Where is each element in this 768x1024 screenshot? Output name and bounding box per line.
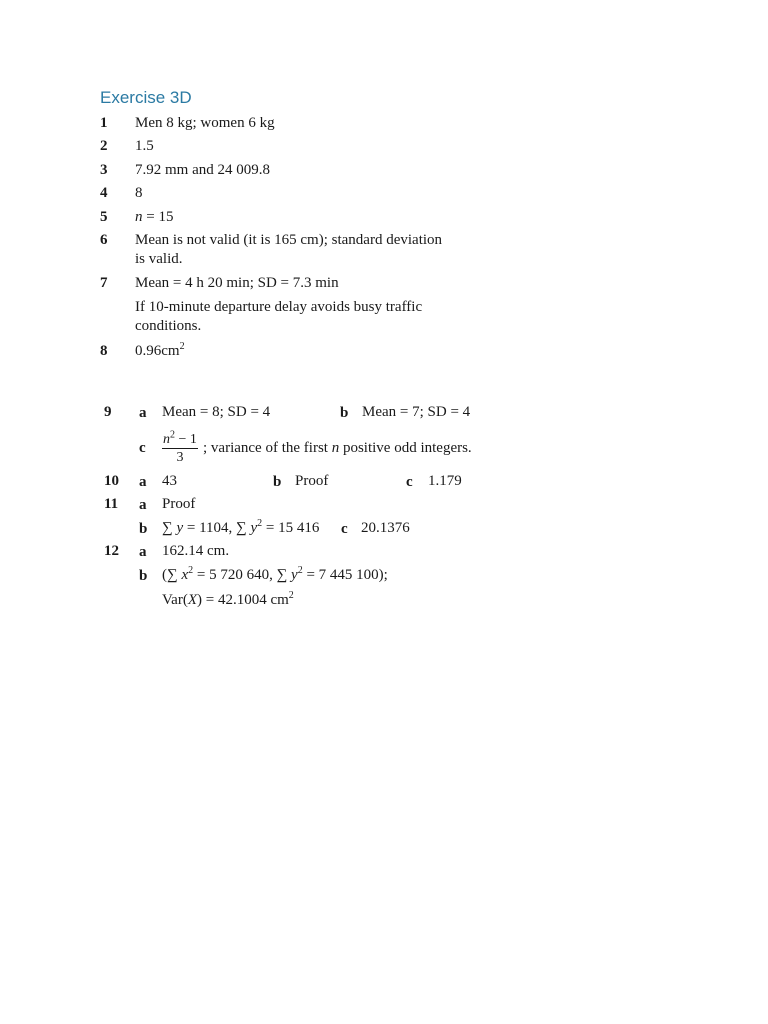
question-9b-label: b	[340, 405, 349, 421]
variable-y: y	[176, 520, 184, 536]
question-8-number: 8	[100, 343, 108, 359]
question-7-answer-line-2: If 10-minute departure delay avoids busy traffic	[135, 299, 423, 315]
question-10a-label: a	[139, 474, 147, 490]
question-9c-text-end: positive odd integers.	[339, 440, 472, 456]
variable-y: y	[250, 520, 258, 536]
question-1-answer: Men 8 kg; women 6 kg	[135, 115, 275, 131]
question-10-number: 10	[104, 473, 119, 489]
question-11-number: 11	[104, 496, 119, 512]
fraction-denominator: 3	[176, 450, 184, 465]
question-4-number: 4	[100, 185, 108, 201]
exponent: 2	[188, 565, 194, 576]
sum-sign: (∑	[162, 567, 182, 583]
question-5-answer	[135, 209, 173, 226]
variable-y: y	[291, 567, 298, 583]
question-10b-answer: Proof	[295, 473, 329, 489]
question-11c-answer: 20.1376	[361, 520, 410, 536]
variable-n: n	[135, 209, 143, 225]
variable-n: n	[163, 432, 170, 447]
variable-x: x	[181, 567, 189, 583]
question-5-number: 5	[100, 209, 108, 225]
question-11b-label: b	[139, 521, 148, 537]
question-9c-text-start: ; variance of the first	[203, 440, 332, 456]
question-12a-answer: 162.14 cm.	[162, 543, 230, 559]
variable-n: n	[331, 440, 340, 456]
question-9a-label: a	[139, 405, 147, 421]
sum-value: = 15 416	[262, 520, 320, 536]
exponent: 2	[288, 590, 294, 601]
question-11c-label: c	[341, 521, 348, 537]
exponent: 2	[297, 565, 303, 576]
fraction	[162, 429, 198, 465]
question-7-answer-line-3: conditions.	[135, 318, 202, 334]
sum-text: = 1104, ∑	[183, 520, 251, 536]
question-9-number: 9	[104, 404, 112, 420]
question-2-answer: 1.5	[135, 138, 154, 154]
question-12b-answer-line-1	[162, 567, 388, 584]
question-10c-label: c	[406, 474, 413, 490]
question-12b-label: b	[139, 568, 148, 584]
question-9c-label: c	[139, 440, 146, 456]
numerator-rest: − 1	[175, 432, 197, 447]
question-11a-label: a	[139, 497, 147, 513]
question-9b-answer: Mean = 7; SD = 4	[362, 404, 471, 420]
question-10c-answer: 1.179	[428, 473, 462, 489]
question-6-answer-line-2: is valid.	[135, 251, 183, 267]
question-8-superscript: 2	[179, 341, 185, 352]
question-12b-answer-line-2	[162, 592, 294, 609]
question-3-number: 3	[100, 162, 108, 178]
question-11a-answer: Proof	[162, 496, 196, 512]
question-9c-answer	[203, 440, 472, 457]
question-10b-label: b	[273, 474, 282, 490]
question-9a-answer: Mean = 8; SD = 4	[162, 404, 271, 420]
question-12a-label: a	[139, 544, 147, 560]
question-7-answer-line-1: Mean = 4 h 20 min; SD = 7.3 min	[135, 275, 339, 291]
sum-sign: ∑	[162, 520, 177, 536]
question-10a-answer: 43	[162, 473, 177, 489]
question-4-answer: 8	[135, 185, 143, 201]
question-11b-answer	[162, 520, 319, 537]
question-6-number: 6	[100, 232, 108, 248]
variance-label: Var(	[162, 592, 188, 608]
question-7-number: 7	[100, 275, 108, 291]
question-8-answer	[135, 343, 185, 360]
question-2-number: 2	[100, 138, 108, 154]
question-3-answer: 7.92 mm and 24 009.8	[135, 162, 270, 178]
variable-x: X	[187, 592, 197, 608]
fraction-numerator	[162, 429, 198, 449]
question-8-value: 0.96cm	[135, 343, 180, 359]
question-5-value: = 15	[142, 209, 174, 225]
sum-text: = 5 720 640, ∑	[193, 567, 292, 583]
exponent: 2	[257, 518, 263, 529]
sum-value: = 7 445 100);	[302, 567, 388, 583]
exponent: 2	[170, 429, 175, 441]
variance-value: ) = 42.1004 cm	[197, 592, 289, 608]
question-6-answer-line-1: Mean is not valid (it is 165 cm); standard deviation	[135, 232, 443, 248]
question-1-number: 1	[100, 115, 108, 131]
exercise-heading: Exercise 3D	[100, 88, 192, 107]
question-12-number: 12	[104, 543, 119, 559]
